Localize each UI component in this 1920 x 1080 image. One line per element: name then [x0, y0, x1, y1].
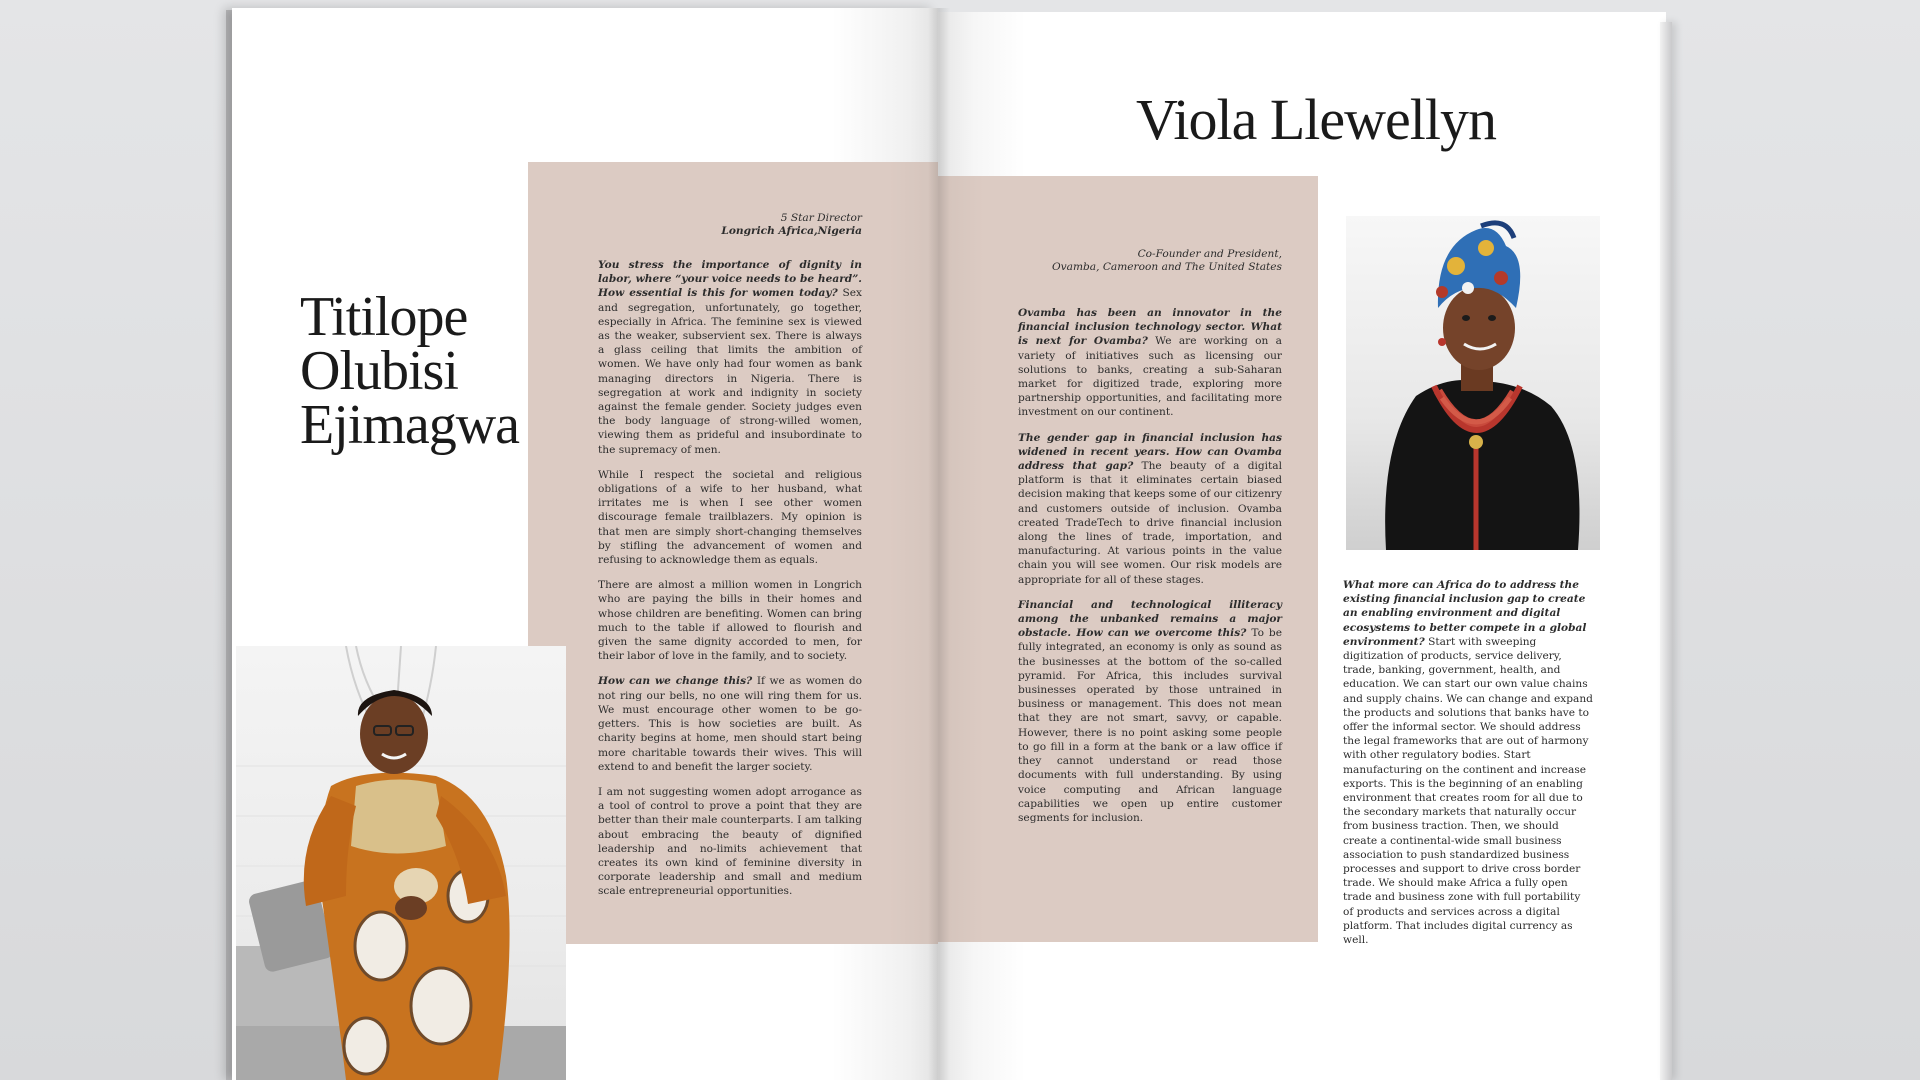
portrait-illustration-left [236, 646, 566, 1080]
side-paragraph [1343, 578, 1593, 947]
right-role-title: Co-Founder and President, [1137, 248, 1282, 260]
question: What more can Africa do to address the existing financial inclusion gap to create an enabling environment and digital ecosystems to better compete in a global environment? [1343, 579, 1587, 648]
name-line-3: Ejimagwa [300, 394, 520, 456]
side-column-text [1343, 578, 1593, 958]
right-role-org: Ovamba, Cameroon and The United States [1051, 261, 1282, 273]
answer: We are working on a variety of initiatives such as licensing our solutions to banks, creating a sub-Saharan market for digitized trade, exploring more partnership opportunities, and facilitating more investment on our continent. [1018, 335, 1282, 419]
right-person-role [1040, 248, 1282, 274]
answer: To be fully integrated, an economy is only as sound as the businesses at the bottom of the so-called pyramid. For Africa, this includes survival businesses operated by those untrained in business or management. This does not mean that they are not smart, savvy, or capable. However, there is no point asking some people to go fill in a form at the bank or a law office if they cannot understand or read those documents with full understanding. By using voice computing and African language capabilities we open up entire customer segments for inclusion. [1018, 627, 1282, 824]
right-paragraph [1018, 306, 1282, 420]
question: Ovamba has been an innovator in the financial inclusion technology sector. What is next for Ovamba? [1018, 307, 1282, 348]
question: How can we change this? [598, 675, 753, 688]
answer: There are almost a million women in Longrich who are paying the bills in their homes and whose children are benefiting. Women can bring much to the table if allowed to flourish and given the same dignity accorded to men, for their labor of love in the family, and to society. [598, 579, 862, 663]
answer: While I respect the societal and religious obligations of a wife to her husband, what irritates me is when I see other women discourage female trailblazers. My opinion is that men are simply short-changing themselves by stifling the advancement of women and refusing to acknowledge them as equals. [598, 468, 862, 567]
portrait-photo-right [1346, 216, 1600, 550]
right-paragraph [1018, 598, 1282, 825]
left-paragraph [598, 468, 862, 567]
left-role-title: 5 Star Director [780, 212, 862, 224]
name-line-1: Titilope [300, 286, 468, 348]
answer: The beauty of a digital platform is that it eliminates certain biased decision making that keeps some of our citizenry and customers outside of inclusion. Ovamba created TradeTech to drive financial inclusion along the lines of trade, importation, and manufacturing. At various points in the value chain you will see women. Our risk models are appropriate for all of these stages. [1018, 460, 1283, 586]
left-interview-text [598, 258, 862, 910]
left-person-role [640, 212, 862, 238]
portrait-photo-left [236, 646, 566, 1080]
answer: I am not suggesting women adopt arrogance as a tool of control to prove a point that they are better than their male counterparts. I am talking about embracing the beauty of dignified leadership and no-limits achievement that creates its own kind of feminine diversity in corporate leadership and small and medium scale entrepreneurial opportunities. [598, 785, 862, 898]
left-paragraph [598, 578, 862, 663]
left-paragraph [598, 258, 862, 457]
left-role-org: Longrich Africa,Nigeria [721, 225, 862, 237]
answer: Start with sweeping digitization of products, service delivery, trade, banking, government, health, and education. We can start our own value chains and supply chains. We can change and expand the products and solutions that banks have to offer the informal sector. We should address the legal frameworks that are out of harmony with other regulatory bodies. Start manufacturing on the continent and increase exports. This is the beginning of an enabling environment that creates room for all due to the secondary markets that naturally occur from business traction. Then, we should create a continental-wide small business association to push standardized business processes and support to drive cross border trade. We should make Africa a fully open trade and business zone with full portability of products and services across a digital platform. That includes digital currency as well. [1343, 635, 1593, 947]
right-paragraph [1018, 431, 1282, 587]
left-paragraph [598, 785, 862, 899]
left-person-name [300, 286, 520, 456]
right-person-name: Viola Llewellyn [1136, 87, 1497, 152]
question: The gender gap in financial inclusion has widened in recent years. How can Ovamba address that gap? [1018, 431, 1282, 473]
answer: Sex and segregation, unfortunately, go together, especially in Africa. The feminine sex is viewed as the weaker, subservient sex. There is always a glass ceiling that limits the ambition of women. We have only had four women as bank managing directors in Nigeria. There is segregation at work and indignity in society against the female gender. Society judges even the body language of strong-willed women, viewing them as prideful and insubordinate to the supremacy of men. [598, 287, 863, 456]
name-line-2: Olubisi [300, 340, 458, 402]
left-paragraph [598, 674, 862, 773]
right-page-edge [1660, 22, 1672, 1080]
portrait-illustration-right [1346, 216, 1600, 550]
book-gutter [928, 8, 950, 1080]
right-interview-text [1018, 306, 1282, 836]
question: Financial and technological illiteracy among the unbanked remains a major obstacle. How can we overcome this? [1018, 598, 1282, 640]
answer: If we as women do not ring our bells, no one will ring them for us. We must encourage other women to be go-getters. This is how societies are built. As charity begins at home, men should start being more charitable towards their wives. This will extend to and benefit the larger society. [598, 675, 863, 773]
question: You stress the importance of dignity in labor, where “your voice needs to be heard”. How essential is this for women today? [598, 259, 862, 300]
